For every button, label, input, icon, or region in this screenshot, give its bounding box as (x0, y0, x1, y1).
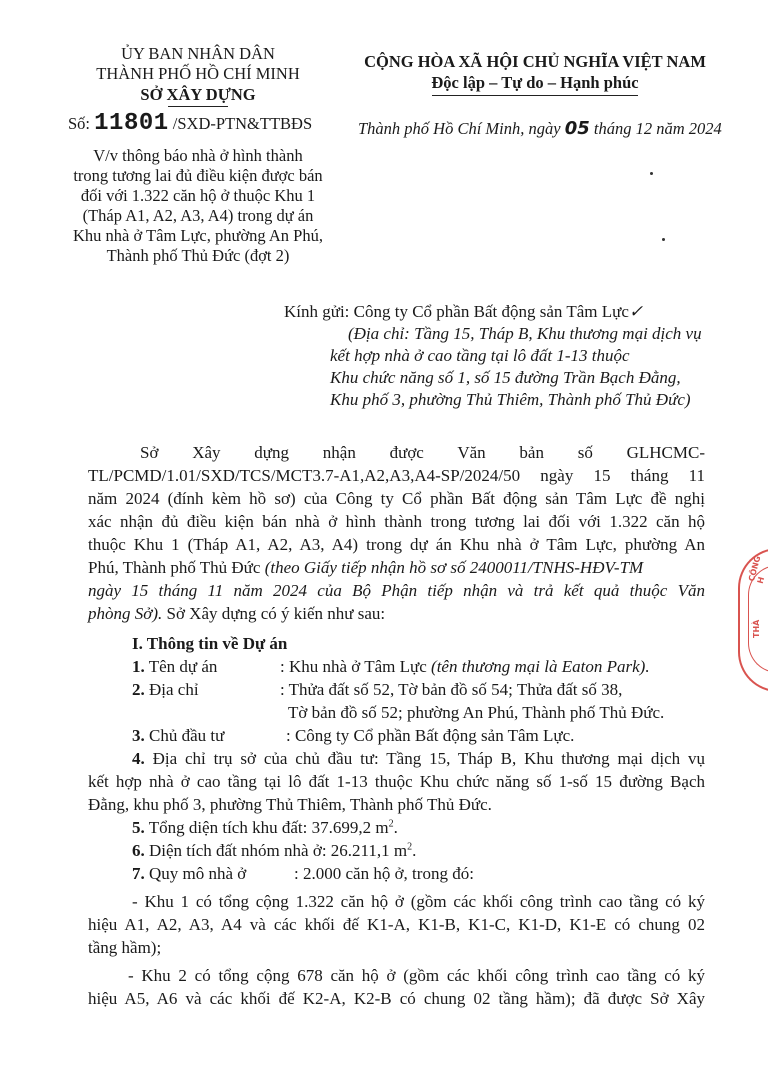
zone1-line: hiệu A1, A2, A3, A4 và các khối đế K1-A, K1-B, K1-C, K1-D, K1-E có chung 02 (88, 915, 705, 934)
subject-line: V/v thông báo nhà ở hình thành (93, 146, 303, 165)
date-suffix: tháng 12 năm 2024 (593, 119, 722, 138)
speck (650, 172, 653, 175)
item-address-value: Tờ bản đồ số 52; phường An Phú, Thành phố Thủ Đức. (288, 703, 665, 722)
item-investor (132, 726, 224, 746)
subject-line: Thành phố Thủ Đức (đợt 2) (106, 246, 290, 265)
recipient-address-line: (Địa chỉ: Tầng 15, Tháp B, Khu thương mại dịch vụ (348, 324, 702, 343)
intro-text: Sở Xây dựng có ý kiến như sau: (162, 604, 386, 623)
document-number (68, 108, 312, 140)
item-label: Địa chỉ (144, 680, 199, 699)
intro-line: ngày 15 tháng 11 năm 2024 của Bộ Phận tiếp nhận và trả kết quả thuộc Văn (88, 581, 705, 600)
stamp-text-top: CÔNG H (747, 554, 767, 585)
intro-line: TL/PCMD/1.01/SXD/TCS/MCT3.7-A1,A2,A3,A4-SP/2024/50 ngày 15 tháng 11 (88, 466, 705, 485)
item-address (132, 680, 199, 700)
item-number: 5. (132, 818, 145, 837)
agency-name: SỞ XÂY DỰNG (140, 85, 256, 104)
agency-underline (168, 106, 228, 107)
recipient-address-line: Khu phố 3, phường Thủ Thiêm, Thành phố Thủ Đức) (330, 390, 691, 409)
subject-line: trong tương lai đủ điều kiện được bán (73, 166, 323, 185)
speck (662, 238, 665, 241)
number-suffix: /SXD-PTN&TTBĐS (172, 114, 313, 133)
subject-line: (Tháp A1, A2, A3, A4) trong dự án (82, 206, 314, 225)
item-text: Địa chỉ trụ sở của chủ đầu tư: Tầng 15, Tháp B, Khu thương mại dịch vụ (144, 749, 705, 768)
item-number: 6. (132, 841, 145, 860)
item-project-name (132, 657, 217, 677)
item-text: Tổng diện tích khu đất: 37.699,2 m (144, 818, 389, 837)
national-title: CỘNG HÒA XÃ HỘI CHỦ NGHĨA VIỆT NAM (364, 52, 706, 71)
stamp-text-bottom: THÀ (752, 619, 761, 638)
agency-line-1: ỦY BAN NHÂN DÂN (121, 44, 275, 63)
motto-underline (432, 95, 638, 96)
item-head-office-line: Đằng, khu phố 3, phường Thủ Thiêm, Thành phố Thủ Đức. (88, 795, 492, 814)
intro-line: xác nhận đủ điều kiện bán nhà ở hình thành trong tương lai đối với 1.322 căn hộ (88, 512, 705, 531)
item-total-area (132, 818, 398, 838)
subject-line: đối với 1.322 căn hộ ở thuộc Khu 1 (80, 186, 316, 205)
zone2-line: hiệu A5, A6 và các khối đế K2-A, K2-B có chung 02 tầng hầm); đã được Sở Xây (88, 989, 705, 1008)
item-value: : Khu nhà ở Tâm Lực (280, 657, 432, 676)
national-motto: Độc lập – Tự do – Hạnh phúc (431, 73, 639, 92)
item-head-office (132, 749, 705, 769)
document-date (358, 118, 722, 139)
intro-line (88, 558, 643, 578)
item-number: 2. (132, 680, 145, 699)
item-end: . (412, 841, 417, 860)
intro-text: Phú, Thành phố Thủ Đức (88, 558, 265, 577)
item-label: Chủ đầu tư (144, 726, 225, 745)
item-number: 1. (132, 657, 145, 676)
item-end: . (393, 818, 398, 837)
date-day: 05 (564, 118, 590, 139)
item-label: Tên dự án (144, 657, 218, 676)
zone1-line: tầng hầm); (88, 938, 162, 957)
check-mark-icon: ✓ (628, 302, 644, 321)
intro-line: Sở Xây dựng nhận được Văn bản số GLHCMC- (140, 443, 705, 462)
recipient-address-line: Khu chức năng số 1, số 15 đường Trần Bạch Đằng, (330, 368, 681, 387)
zone1-line: - Khu 1 có tổng cộng 1.322 căn hộ ở (gồm các khối công trình cao tầng có ký (132, 892, 705, 911)
intro-text-italic: (theo Giấy tiếp nhận hồ sơ số 2400011/TNHS-HĐV-TM (264, 558, 644, 577)
item-label: Quy mô nhà ở (144, 864, 247, 883)
item-address-value: : Thửa đất số 52, Tờ bản đồ số 54; Thửa đất số 38, (280, 680, 623, 699)
recipient-address-line: kết hợp nhà ở cao tầng tại lô đất 1-13 thuộc (330, 346, 630, 365)
item-housing-scale-value: : 2.000 căn hộ ở, trong đó: (294, 864, 474, 883)
item-investor-value: : Công ty Cổ phần Bất động sản Tâm Lực. (286, 726, 575, 745)
item-text: Diện tích đất nhóm nhà ở: 26.211,1 m (144, 841, 408, 860)
item-superscript: 2 (407, 841, 413, 853)
subject-line: Khu nhà ở Tâm Lực, phường An Phú, (73, 226, 323, 245)
item-project-value (280, 657, 650, 677)
intro-line: năm 2024 (đính kèm hồ sơ) của Công ty Cổ phần Bất động sản Tâm Lực đề nghị (88, 489, 705, 508)
section-title: I. Thông tin về Dự án (132, 634, 288, 653)
item-head-office-line: kết hợp nhà ở cao tầng tại lô đất 1-13 thuộc Khu chức năng số 1-số 15 đường Bạch (88, 772, 705, 791)
item-housing-area (132, 841, 416, 861)
recipient-line (284, 302, 643, 322)
item-housing-scale (132, 864, 246, 884)
item-number: 7. (132, 864, 145, 883)
intro-line (88, 604, 385, 624)
item-number: 3. (132, 726, 145, 745)
date-prefix: Thành phố Hồ Chí Minh, ngày (358, 119, 561, 138)
number-value: 11801 (94, 110, 169, 137)
number-prefix: Số: (68, 114, 91, 133)
item-number: 4. (132, 749, 145, 768)
recipient-text: Kính gửi: Công ty Cổ phần Bất động sản Tâm Lực (284, 302, 629, 321)
intro-text-italic: phòng Sở). (88, 604, 163, 623)
zone2-line: - Khu 2 có tổng cộng 678 căn hộ ở (gồm các khối công trình cao tầng có ký (128, 966, 705, 985)
item-superscript: 2 (388, 818, 394, 830)
item-value-italic: (tên thương mại là Eaton Park). (431, 657, 650, 676)
agency-line-2: THÀNH PHỐ HỒ CHÍ MINH (96, 64, 300, 83)
intro-line: thuộc Khu 1 (Tháp A1, A2, A3, A4) trong dự án Khu nhà ở Tâm Lực, phường An (88, 535, 705, 554)
